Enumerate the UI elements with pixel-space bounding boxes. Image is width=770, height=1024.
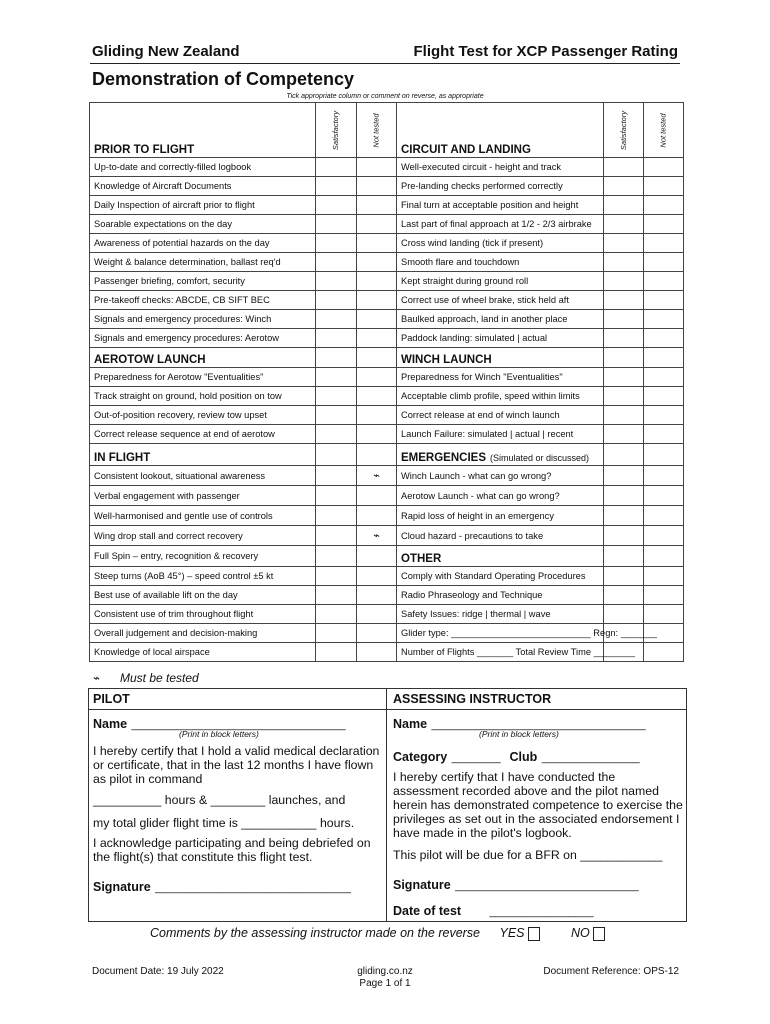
not-tested-checkbox[interactable] [357,643,397,662]
box-header-rule [89,709,686,710]
table-row [90,567,684,586]
no-label: NO [571,926,590,940]
satisfactory-checkbox[interactable] [604,177,644,196]
competency-item: Glider type: ___________________________ Regn: _______ [397,624,604,643]
competency-item: Aerotow Launch - what can go wrong? [397,486,604,506]
column-not-tested [357,348,397,368]
table-row [90,329,684,348]
competency-item: Comply with Standard Operating Procedures [397,567,604,586]
competency-item: Cloud hazard - precautions to take [397,526,604,546]
column-not-tested [644,546,684,567]
pilot-glider-time[interactable]: my total glider flight time is ___________ hours. [93,816,355,830]
footer-reference: Document Reference: OPS-12 [543,966,679,977]
satisfactory-checkbox[interactable] [604,387,644,406]
competency-item: Signals and emergency procedures: Aerotow [90,329,316,348]
footer-site: gliding.co.nz [357,966,413,977]
section-title: EMERGENCIES [401,452,486,464]
table-row [90,506,684,526]
satisfactory-checkbox[interactable] [316,272,357,291]
satisfactory-checkbox[interactable] [316,310,357,329]
not-tested-checkbox[interactable] [644,196,684,215]
satisfactory-checkbox[interactable] [604,234,644,253]
competency-item: Signals and emergency procedures: Winch [90,310,316,329]
competency-item: Rapid loss of height in an emergency [397,506,604,526]
footer-date: Document Date: 19 July 2022 [92,966,224,977]
header-rule [90,63,680,64]
not-tested-checkbox[interactable] [644,368,684,387]
not-tested-checkbox[interactable] [357,329,397,348]
comments-text: Comments by the assessing instructor made on the reverse [150,926,481,940]
club-label: Club [509,750,538,764]
table-row [90,425,684,444]
competency-item: Wing drop stall and correct recovery [90,526,316,546]
table-row [90,196,684,215]
satisfactory-checkbox[interactable] [316,329,357,348]
not-tested-checkbox[interactable] [644,291,684,310]
competency-item: Out-of-position recovery, review tow upset [90,406,316,425]
competency-item: Daily Inspection of aircraft prior to flight [90,196,316,215]
category-label: Category [393,750,448,764]
satisfactory-checkbox[interactable] [316,624,357,643]
instructor-signature-line: ______________________________ [455,880,639,892]
instructor-signature-field[interactable] [393,876,683,894]
footer-page: Page 1 of 1 [359,978,411,989]
table-row [90,466,684,486]
table-row [90,368,684,387]
instructor-certification: I hereby certify that I have conducted the assessment recorded above and the pilot named herein has demonstrated competence to exercise the privileges as set out in the associated endorsement I have made in the pilot's logbook. [393,770,683,840]
competency-item: Correct release sequence at end of aerotow [90,425,316,444]
satisfactory-checkbox[interactable] [604,425,644,444]
satisfactory-checkbox[interactable] [604,329,644,348]
not-tested-checkbox[interactable] [644,177,684,196]
pilot-acknowledgement: I acknowledge participating and being debriefed on the flight(s) that constitute this flight test. [93,836,371,864]
must-test-icon: ⌁ [92,671,100,685]
not-tested-checkbox[interactable] [644,586,684,605]
competency-item: Pre-landing checks performed correctly [397,177,604,196]
not-tested-checkbox[interactable] [644,158,684,177]
bfr-due[interactable]: This pilot will be due for a BFR on ____________ [393,848,663,862]
satisfactory-checkbox[interactable] [604,506,644,526]
competency-item: Winch Launch - what can go wrong? [397,466,604,486]
not-tested-checkbox[interactable] [357,158,397,177]
not-tested-checkbox[interactable] [357,546,397,567]
satisfactory-checkbox[interactable] [604,310,644,329]
satisfactory-checkbox[interactable] [316,546,357,567]
satisfactory-checkbox[interactable] [604,567,644,586]
satisfactory-checkbox[interactable] [316,425,357,444]
column-satisfactory [604,103,644,158]
competency-item: Kept straight during ground roll [397,272,604,291]
instructor-heading: ASSESSING INSTRUCTOR [393,692,552,706]
not-tested-checkbox[interactable] [357,310,397,329]
not-tested-checkbox[interactable] [357,526,397,546]
competency-item: Paddock landing: simulated | actual [397,329,604,348]
competency-item: Last part of final approach at 1/2 - 2/3 airbrake [397,215,604,234]
competency-item: Preparedness for Winch "Eventualities" [397,368,604,387]
satisfactory-checkbox[interactable] [604,526,644,546]
section-prior: PRIOR TO FLIGHT [90,103,316,158]
table-row [90,605,684,624]
section-header-row [90,103,684,158]
column-not-tested [357,444,397,466]
satisfactory-checkbox[interactable] [316,253,357,272]
competency-item: Full Spin – entry, recognition & recovery [90,546,316,567]
table-row [90,586,684,605]
column-satisfactory [604,348,644,368]
column-satisfactory [316,444,357,466]
satisfactory-label: Satisfactory [619,110,629,151]
table-row [90,643,684,662]
satisfactory-checkbox[interactable] [604,272,644,291]
not-tested-checkbox[interactable] [644,310,684,329]
competency-item: Radio Phraseology and Technique [397,586,604,605]
competency-item: Launch Failure: simulated | actual | recent [397,425,604,444]
not-tested-checkbox[interactable] [644,425,684,444]
satisfactory-checkbox[interactable] [316,196,357,215]
satisfactory-checkbox[interactable] [604,368,644,387]
table-row [90,158,684,177]
section-header-row [90,348,684,368]
competency-item: Correct release at end of winch launch [397,406,604,425]
competency-item: Baulked approach, land in another place [397,310,604,329]
not-tested-checkbox[interactable] [357,177,397,196]
category-club-field[interactable] [393,748,683,766]
yes-checkbox[interactable] [528,927,540,941]
not-tested-checkbox[interactable] [357,272,397,291]
not-tested-checkbox[interactable] [357,387,397,406]
column-satisfactory [316,348,357,368]
satisfactory-checkbox[interactable] [316,234,357,253]
page-title: Demonstration of Competency [92,69,355,89]
competency-item: Well-executed circuit - height and track [397,158,604,177]
box-divider [386,689,387,921]
not-tested-label: Not tested [659,113,668,148]
comments-row [150,926,605,941]
competency-item: Weight & balance determination, ballast req'd [90,253,316,272]
not-tested-checkbox[interactable] [357,605,397,624]
table-row [90,624,684,643]
satisfactory-checkbox[interactable] [316,506,357,526]
satisfactory-checkbox[interactable] [604,586,644,605]
column-not-tested [644,444,684,466]
satisfactory-checkbox[interactable] [316,406,357,425]
satisfactory-checkbox[interactable] [316,643,357,662]
not-tested-checkbox[interactable] [644,329,684,348]
table-row [90,486,684,506]
column-not-tested [644,103,684,158]
satisfactory-checkbox[interactable] [316,586,357,605]
form-title: Flight Test for XCP Passenger Rating [413,43,678,60]
section-aerotow: AEROTOW LAUNCH [90,348,316,368]
column-not-tested [357,103,397,158]
not-tested-checkbox[interactable] [357,234,397,253]
not-tested-checkbox[interactable] [357,466,397,486]
table-row [90,177,684,196]
competency-item: Cross wind landing (tick if present) [397,234,604,253]
instructor-name-label: Name [393,717,428,731]
pilot-signature-line: ________________________________ [155,882,351,894]
satisfactory-checkbox[interactable] [604,253,644,272]
pilot-signature-label: Signature [93,880,151,894]
section-header-row [90,444,684,466]
competency-item: Safety Issues: ridge | thermal | wave [397,605,604,624]
not-tested-checkbox[interactable] [644,234,684,253]
date-of-test-line: _________________ [489,906,594,918]
column-satisfactory [604,546,644,567]
not-tested-checkbox[interactable] [644,567,684,586]
table-row [90,272,684,291]
section-inflight: IN FLIGHT [90,444,316,466]
not-tested-checkbox[interactable] [644,466,684,486]
org-name: Gliding New Zealand [92,43,240,60]
pilot-certification: I hereby certify that I hold a valid medical declaration or certificate, that in the last 12 months I have flown as pilot in command [93,744,380,786]
pilot-print-hint: (Print in block letters) [179,729,259,739]
yes-label: YES [499,926,525,940]
satisfactory-checkbox[interactable] [316,526,357,546]
column-satisfactory [316,103,357,158]
not-tested-checkbox[interactable] [357,624,397,643]
section-other: OTHER [397,546,604,567]
must-test-icon: ⌁ [373,530,380,542]
competency-item: Number of Flights _______ Total Review Time ________ [397,643,604,662]
competency-item: Up-to-date and correctly-filled logbook [90,158,316,177]
competency-item: Well-harmonised and gentle use of controls [90,506,316,526]
satisfactory-checkbox[interactable] [604,196,644,215]
not-tested-checkbox[interactable] [357,406,397,425]
table-row [90,546,684,567]
competency-item: Soarable expectations on the day [90,215,316,234]
not-tested-checkbox[interactable] [644,526,684,546]
not-tested-checkbox[interactable] [644,387,684,406]
column-not-tested [644,348,684,368]
legend-text: Must be tested [120,671,199,685]
table-row [90,215,684,234]
satisfactory-checkbox[interactable] [316,466,357,486]
certification-box [88,688,687,922]
satisfactory-checkbox[interactable] [604,605,644,624]
not-tested-checkbox[interactable] [357,486,397,506]
not-tested-checkbox[interactable] [357,291,397,310]
not-tested-label: Not tested [372,113,381,148]
pilot-heading: PILOT [93,692,130,706]
not-tested-checkbox[interactable] [357,196,397,215]
no-checkbox[interactable] [593,927,605,941]
not-tested-checkbox[interactable] [357,215,397,234]
table-row [90,234,684,253]
not-tested-checkbox[interactable] [644,643,684,662]
satisfactory-checkbox[interactable] [316,215,357,234]
date-of-test-field[interactable] [393,902,683,920]
table-row [90,253,684,272]
instructor-signature-label: Signature [393,878,451,892]
satisfactory-checkbox[interactable] [604,486,644,506]
competency-item: Knowledge of Aircraft Documents [90,177,316,196]
table-row [90,387,684,406]
not-tested-checkbox[interactable] [357,567,397,586]
not-tested-checkbox[interactable] [644,605,684,624]
section-note: (Simulated or discussed) [490,453,590,463]
not-tested-checkbox[interactable] [357,586,397,605]
satisfactory-checkbox[interactable] [604,291,644,310]
not-tested-checkbox[interactable] [357,425,397,444]
not-tested-checkbox[interactable] [644,486,684,506]
competency-item: Passenger briefing, comfort, security [90,272,316,291]
competency-item: Pre-takeoff checks: ABCDE, CB SIFT BEC [90,291,316,310]
instruction-text: Tick appropriate column or comment on reverse, as appropriate [286,93,484,100]
satisfactory-checkbox[interactable] [316,368,357,387]
table-row [90,406,684,425]
satisfactory-checkbox[interactable] [604,466,644,486]
satisfactory-checkbox[interactable] [604,406,644,425]
not-tested-checkbox[interactable] [357,253,397,272]
satisfactory-checkbox[interactable] [316,387,357,406]
pilot-name-line: ___________________________________ [131,719,346,731]
competency-item: Consistent use of trim throughout flight [90,605,316,624]
competency-item: Consistent lookout, situational awareness [90,466,316,486]
competency-item: Preparedness for Aerotow "Eventualities" [90,368,316,387]
satisfactory-checkbox[interactable] [316,177,357,196]
section-emergencies [397,444,604,466]
competency-item: Final turn at acceptable position and height [397,196,604,215]
instructor-print-hint: (Print in block letters) [479,729,559,739]
competency-item: Steep turns (AoB 45°) – speed control ±5 kt [90,567,316,586]
not-tested-checkbox[interactable] [644,272,684,291]
not-tested-checkbox[interactable] [644,506,684,526]
section-winch [397,348,604,368]
competency-item: Track straight on ground, hold position on tow [90,387,316,406]
satisfactory-checkbox[interactable] [316,567,357,586]
section-title: CIRCUIT AND LANDING [401,144,531,156]
pilot-name-label: Name [93,717,128,731]
table-row [90,291,684,310]
competency-item: Overall judgement and decision-making [90,624,316,643]
section-circuit [397,103,604,158]
competency-item: Correct use of wheel brake, stick held aft [397,291,604,310]
satisfactory-checkbox[interactable] [316,486,357,506]
pilot-signature-field[interactable] [93,878,381,896]
not-tested-checkbox[interactable] [644,253,684,272]
satisfactory-checkbox[interactable] [604,215,644,234]
club-line: ________________ [541,752,640,764]
satisfactory-label: Satisfactory [331,110,341,151]
not-tested-checkbox[interactable] [644,215,684,234]
instructor-name-line: ___________________________________ [431,719,646,731]
section-title: WINCH LAUNCH [401,354,492,366]
table-row [90,526,684,546]
satisfactory-checkbox[interactable] [316,605,357,624]
not-tested-checkbox[interactable] [644,406,684,425]
must-test-icon: ⌁ [373,470,380,482]
competency-item: Knowledge of local airspace [90,643,316,662]
table-row [90,310,684,329]
competency-item: Verbal engagement with passenger [90,486,316,506]
competency-item: Best use of available lift on the day [90,586,316,605]
competency-item: Acceptable climb profile, speed within limits [397,387,604,406]
satisfactory-checkbox[interactable] [316,158,357,177]
satisfactory-checkbox[interactable] [604,158,644,177]
column-satisfactory [604,444,644,466]
pilot-hours-launches[interactable]: __________ hours & ________ launches, and [93,793,346,807]
satisfactory-checkbox[interactable] [316,291,357,310]
competency-item: Smooth flare and touchdown [397,253,604,272]
date-of-test-label: Date of test [393,904,462,918]
competency-item: Awareness of potential hazards on the day [90,234,316,253]
not-tested-checkbox[interactable] [357,506,397,526]
legend [92,671,199,685]
not-tested-checkbox[interactable] [357,368,397,387]
category-line: ________ [451,752,501,764]
competency-table [89,102,684,662]
